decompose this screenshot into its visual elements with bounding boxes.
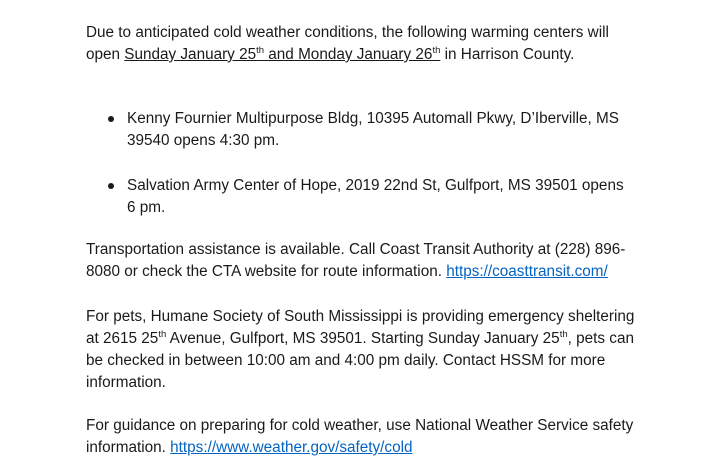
pets-address-suffix: th bbox=[158, 329, 167, 340]
intro-paragraph bbox=[86, 22, 646, 66]
bullet-icon bbox=[108, 116, 114, 122]
guidance-paragraph bbox=[86, 415, 646, 459]
intro-date-monday-suffix: th bbox=[432, 45, 441, 56]
guidance-text: For guidance on preparing for cold weather, use National Weather Service safety information. bbox=[86, 417, 634, 456]
intro-date-monday: and Monday January 26 bbox=[264, 46, 433, 63]
coast-transit-link[interactable]: https://coasttransit.com/ bbox=[446, 263, 608, 280]
pets-paragraph bbox=[86, 306, 646, 394]
intro-dates bbox=[124, 46, 440, 63]
intro-date-sunday: Sunday January 25 bbox=[124, 46, 257, 63]
intro-date-sunday-suffix: th bbox=[256, 45, 265, 56]
weather-safety-link[interactable]: https://www.weather.gov/safety/cold bbox=[170, 439, 413, 456]
list-item bbox=[127, 175, 627, 219]
intro-text: Due to anticipated cold weather conditions, the following warming centers will open bbox=[86, 24, 609, 63]
bullet-icon bbox=[108, 183, 114, 189]
warming-center-text: Kenny Fournier Multipurpose Bldg, 10395 Automall Pkwy, D’Iberville, MS 39540 opens 4:30 pm. bbox=[127, 110, 619, 149]
pets-text-part2: Avenue, Gulfport, MS 39501. Starting Sunday January 25 bbox=[166, 330, 560, 347]
intro-location: in Harrison County. bbox=[440, 46, 575, 63]
pets-text-part3: , pets can be checked in between 10:00 am and 4:00 pm daily. Contact HSSM for more information. bbox=[86, 330, 634, 391]
pets-date-suffix: th bbox=[559, 329, 568, 340]
transportation-paragraph bbox=[86, 239, 646, 283]
list-item bbox=[127, 108, 627, 152]
warming-center-text: Salvation Army Center of Hope, 2019 22nd St, Gulfport, MS 39501 opens 6 pm. bbox=[127, 177, 624, 216]
pets-text-part1: For pets, Humane Society of South Mississippi is providing emergency sheltering at 2615 25 bbox=[86, 308, 635, 347]
transportation-text: Transportation assistance is available. Call Coast Transit Authority at (228) 896-8080 or check the CTA website for route information. bbox=[86, 241, 626, 280]
